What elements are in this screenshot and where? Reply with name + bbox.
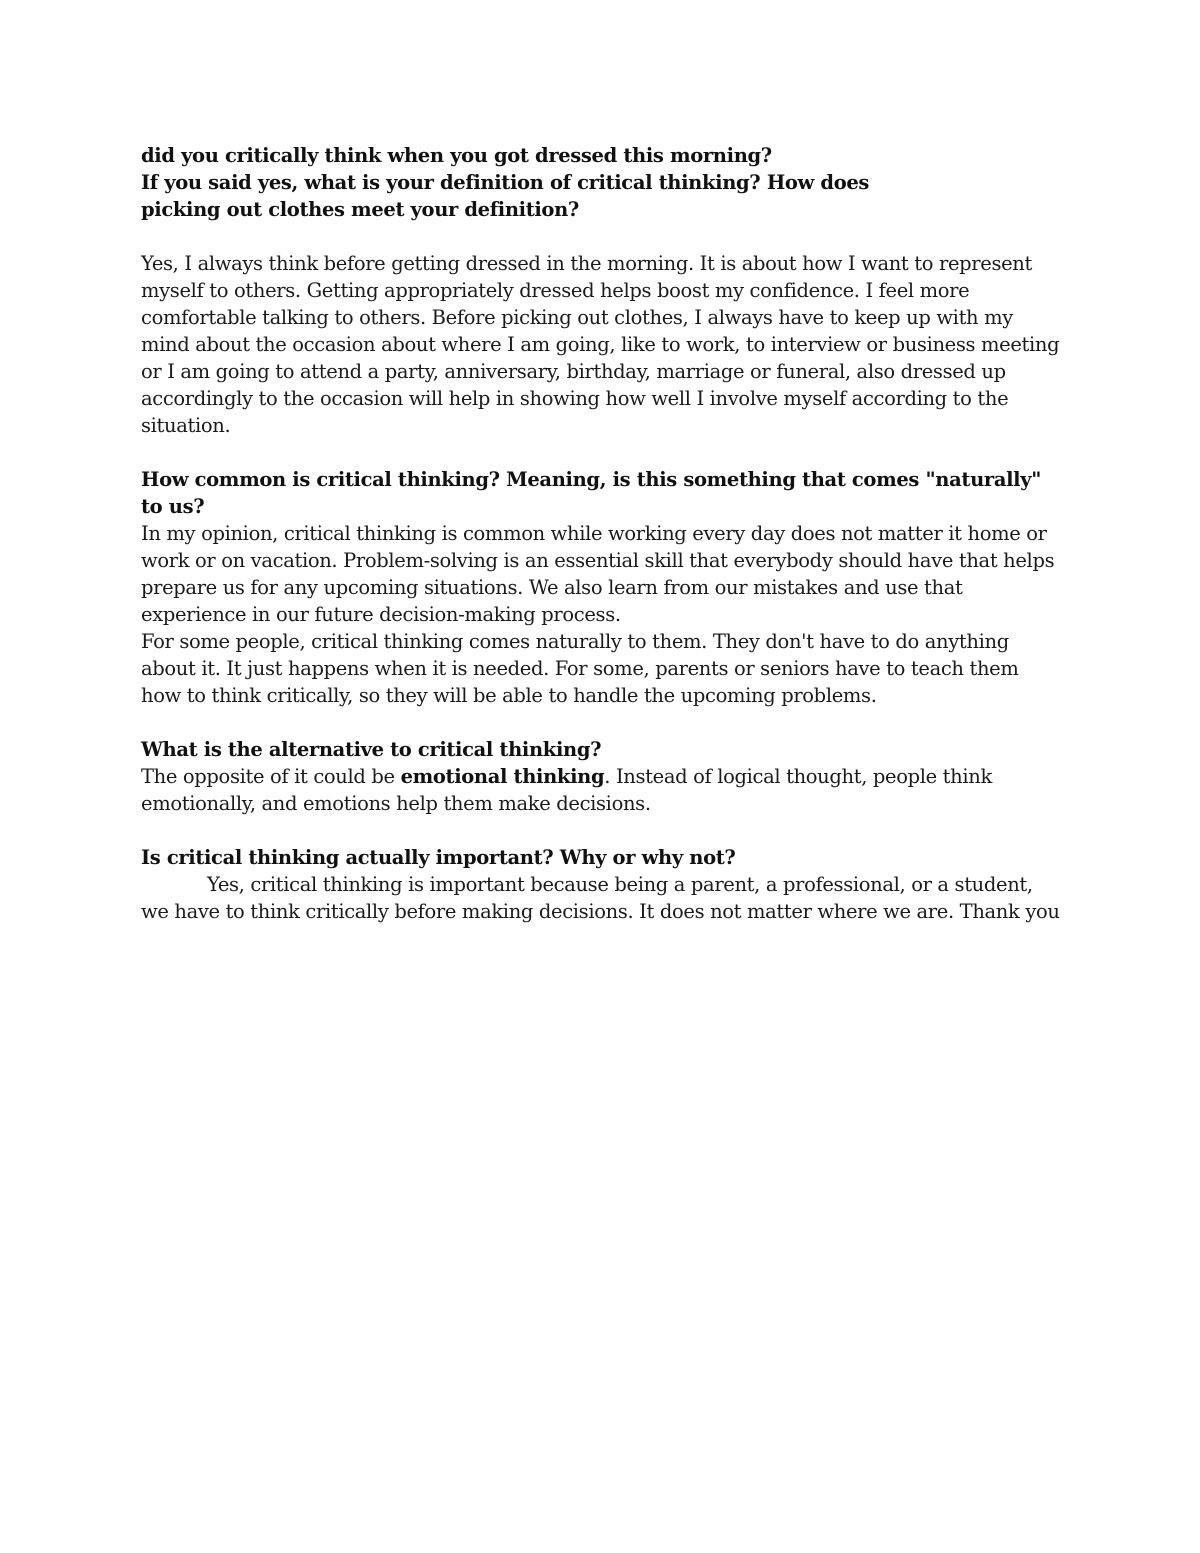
answer-3-text-after: . Instead of logical thought, people think emotionally, and emotions help them make decisions. [141,765,992,815]
question-1-line-2: If you said yes, what is your definition of critical thinking? How does [141,171,870,194]
paragraph-gap [141,439,1061,466]
answer-2-paragraph-1: In my opinion, critical thinking is common while working every day does not matter it home or work or on vacation. Problem-solving is an essential skill that everybody should have that helps prepare us for any upcoming situations. We also learn from our mistakes and use that experience in our future decision-making process. [141,522,1055,626]
answer-3 [141,763,1061,817]
question-1-line-3: picking out clothes meet your definition? [141,198,579,221]
question-1-line-1: did you critically think when you got dressed this morning? [141,144,772,167]
document-body [141,142,1061,925]
answer-3-text-before: The opposite of it could be [141,765,401,788]
paragraph-gap [141,817,1061,844]
answer-4-text: Yes, critical thinking is important because being a parent, a professional, or a student, we have to think critically before making decisions. It does not matter where we are. Thank you [141,873,1060,923]
answer-3-emphasis: emotional thinking [400,765,605,788]
answer-2-paragraph-2: For some people, critical thinking comes naturally to them. They don't have to do anything about it. It just happens when it is needed. For some, parents or seniors have to teach them how to think critically, so they will be able to handle the upcoming problems. [141,630,1019,707]
paragraph-gap [141,223,1061,250]
answer-4 [141,871,1061,925]
answer-1: Yes, I always think before getting dressed in the morning. It is about how I want to represent myself to others. Getting appropriately dressed helps boost my confidence. I feel more comfortable talking to others. Before picking out clothes, I always have to keep up with my mind about the occasion about where I am going, like to work, to interview or business meeting or I am going to attend a party, anniversary, birthday, marriage or funeral, also dressed up accordingly to the occasion will help in showing how well I involve myself according to the situation. [141,252,1060,437]
question-2: How common is critical thinking? Meaning, is this something that comes "naturally" to us? [141,468,1042,518]
question-4: Is critical thinking actually important? Why or why not? [141,846,736,869]
question-3: What is the alternative to critical thinking? [141,738,602,761]
paragraph-gap [141,709,1061,736]
